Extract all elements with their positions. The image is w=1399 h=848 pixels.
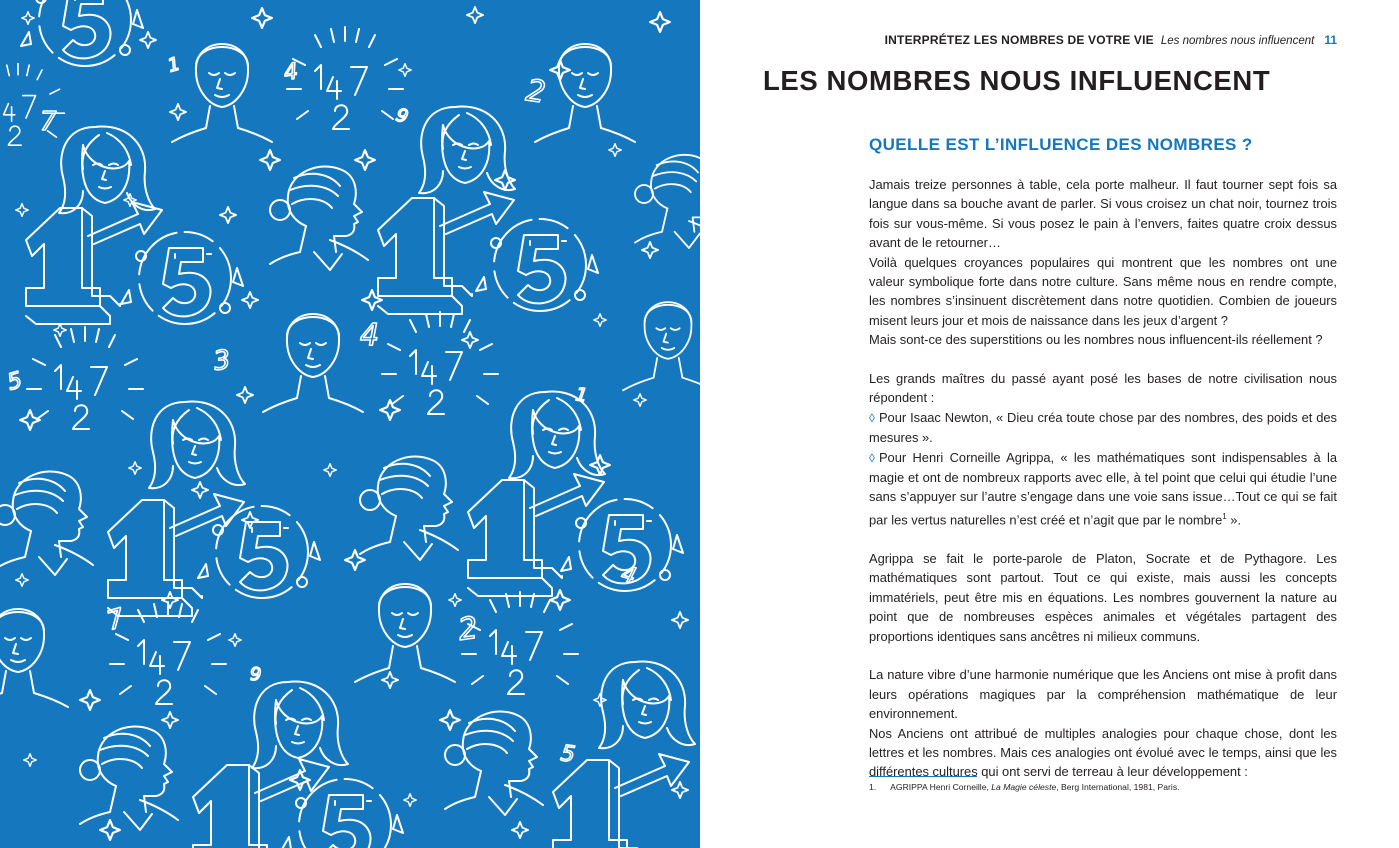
hair-motif-icon [252,681,348,768]
footnote-author: AGRIPPA Henri Corneille, [890,782,992,792]
star-icon [192,482,208,498]
face-motif-icon [263,314,363,412]
star-icon [550,590,570,610]
star-icon [22,12,35,25]
hair-motif-icon [419,106,515,193]
digit-motif: 4 [618,561,639,590]
face-motif-icon [355,584,455,682]
star-icon [642,242,658,258]
bullet-text: Pour Henri Corneille Agrippa, « les mathématiques sont indispensables à la magie et ont de nombreux rapports avec elle, à tel point que celui qui étudie l’une sans s’appuyer sur l’autre s’engage dans une voie sans issue…Tout ce qui se fait par les vertus naturelles n’est créé et n’agit que par le nombre [869,449,1337,528]
body-text [869,175,1337,782]
running-head [885,33,1337,47]
paragraph: Agrippa se fait le porte-parole de Platon, Socrate et de Pythagore. Les mathématiques sont partout. Tout ce qui existe, mais aussi les concepts immatériels, peut être mis en équations. Les nombres gouvernent la nature au point que de nombreuses espèces animales et végétales partagent des proportions identiques sans ancêtres ni milieux communs. [869,550,1337,644]
digit-motif: 1 [574,384,589,407]
star-icon [467,7,483,23]
one-motif-icon [468,474,604,596]
star-icon [24,754,37,767]
profile-motif-icon [270,166,368,270]
one-motif-icon [378,192,514,314]
star-icon [237,387,253,403]
five-motif-icon [198,506,320,598]
star-icon [594,314,607,327]
book-title: INTERPRÉTEZ LES NOMBRES DE VOTRE VIE [884,33,1154,47]
star-icon [512,822,528,838]
star-icon [242,292,258,308]
profile-motif-icon [80,726,178,830]
star-icon [594,694,607,707]
digit-motif: 4 [360,318,380,353]
star-icon [355,150,375,170]
star-icon [449,594,462,607]
five-motif-icon [121,232,243,324]
digit-motif: 7 [103,603,128,637]
digit-motif: 2 [523,73,548,111]
star-icon [140,32,156,48]
star-icon [650,12,670,32]
star-icon [404,794,417,807]
diamond-bullet-icon: ◊ [869,450,875,465]
paragraph: Nos Anciens ont attribué de multiples analogies pour chaque chose, dont les lettres et les nombres. Mais ces analogies ont évolué avec le temps, ainsi que les différentes cultures qui ont servi de terreau à leur développement : [869,725,1337,780]
paragraph: Jamais treize personnes à table, cela porte malheur. Il faut tourner sept fois sa langue dans sa bouche avant de parler. Si vous croisez un chat noir, tournez trois fois sur vous-même. Si vous posez le pain à l’envers, faites quatre croix dessus avant de le retourner… [869,177,1337,251]
paragraph: Voilà quelques croyances populaires qui montrent que les nombres ont une valeur symbolique forte dans notre culture. Sans même nous en rendre compte, les nombres s’insinuent discrètement dans notre quotidien. Combien de joueurs misent leurs jour et mois de naissance dans les jeux d’argent ? [869,254,1337,328]
diamond-bullet-icon: ◊ [869,410,875,425]
bullet-text-end: ». [1226,512,1242,528]
star-icon [220,207,236,223]
paragraph: La nature vibre d’une harmonie numérique que les Anciens ont mise à profit dans leurs opérations magiques par la compréhension mathématique de leur environnement. [869,667,1337,722]
star-icon [252,8,272,28]
footnote-work: La Magie céleste [991,782,1057,792]
burst-motif-icon [287,27,403,129]
footnote-ref: 1 [1222,511,1227,521]
digit-motif: 4 [282,59,300,86]
star-icon [440,710,460,730]
hair-motif-icon [59,126,155,213]
face-motif-icon [535,44,635,142]
star-icon [80,690,100,710]
star-icon [380,400,400,420]
face-motif-icon [623,302,700,390]
profile-motif-icon [635,155,700,248]
bullet-text: Pour Isaac Newton, « Dieu créa toute chose par des nombres, des poids et des mesures ». [869,409,1337,446]
profile-motif-icon [360,456,458,560]
digit-motif: 9 [250,664,262,685]
star-icon [100,820,120,840]
five-motif-icon [21,0,143,66]
digit-motif: 3 [211,344,233,377]
one-motif-icon [193,759,329,848]
digit-motif: 7 [40,107,57,137]
burst-motif-icon [27,327,143,429]
star-icon [672,612,688,628]
burst-motif-icon [382,312,498,414]
page-title: LES NOMBRES NOUS INFLUENCENT [763,65,1271,96]
star-icon [129,462,142,475]
star-icon [170,104,186,120]
profile-motif-icon [0,471,93,575]
face-motif-icon [172,44,272,142]
star-icon [162,592,178,608]
bullet-item [869,448,1337,530]
star-icon [672,782,688,798]
star-icon [324,464,337,477]
star-icon [462,332,478,348]
one-motif-icon [553,754,689,848]
star-icon [399,64,412,77]
footnote-divider [869,776,977,777]
page-number: 11 [1324,33,1337,47]
footnote-number: 1. [869,782,877,792]
bullet-item [869,408,1337,448]
section-heading: QUELLE EST L’INFLUENCE DES NOMBRES ? [869,135,1253,154]
star-icon [260,150,280,170]
star-icon [242,512,258,528]
hair-motif-icon [599,661,695,748]
star-icon [16,204,29,217]
digit-motif: 2 [456,610,481,648]
footnote [869,782,1180,792]
one-motif-icon [108,494,244,616]
profile-motif-icon [445,711,543,815]
star-icon [229,634,242,647]
star-icon [162,712,178,728]
text-page [700,0,1399,848]
paragraph: Mais sont-ce des superstitions ou les nombres nous influencent-ils réellement ? [869,332,1323,348]
digit-motif: 9 [393,104,411,128]
digit-motif: 5 [559,741,577,768]
hair-motif-icon [149,401,245,488]
face-motif-icon [0,609,68,707]
star-icon [16,574,29,587]
chapter-name: Les nombres nous influencent [1160,35,1315,47]
paragraph: Les grands maîtres du passé ayant posé les bases de notre civilisation nous répondent : [869,371,1337,406]
star-icon [609,144,622,157]
burst-motif-icon [110,602,226,704]
star-icon [382,672,398,688]
star-icon [20,410,40,430]
five-motif-icon [476,219,598,311]
star-icon [634,394,647,407]
digit-motif: 5 [4,367,26,396]
footnote-rest: , Berg International, 1981, Paris. [1056,782,1180,792]
digit-motif: 1 [165,53,183,77]
